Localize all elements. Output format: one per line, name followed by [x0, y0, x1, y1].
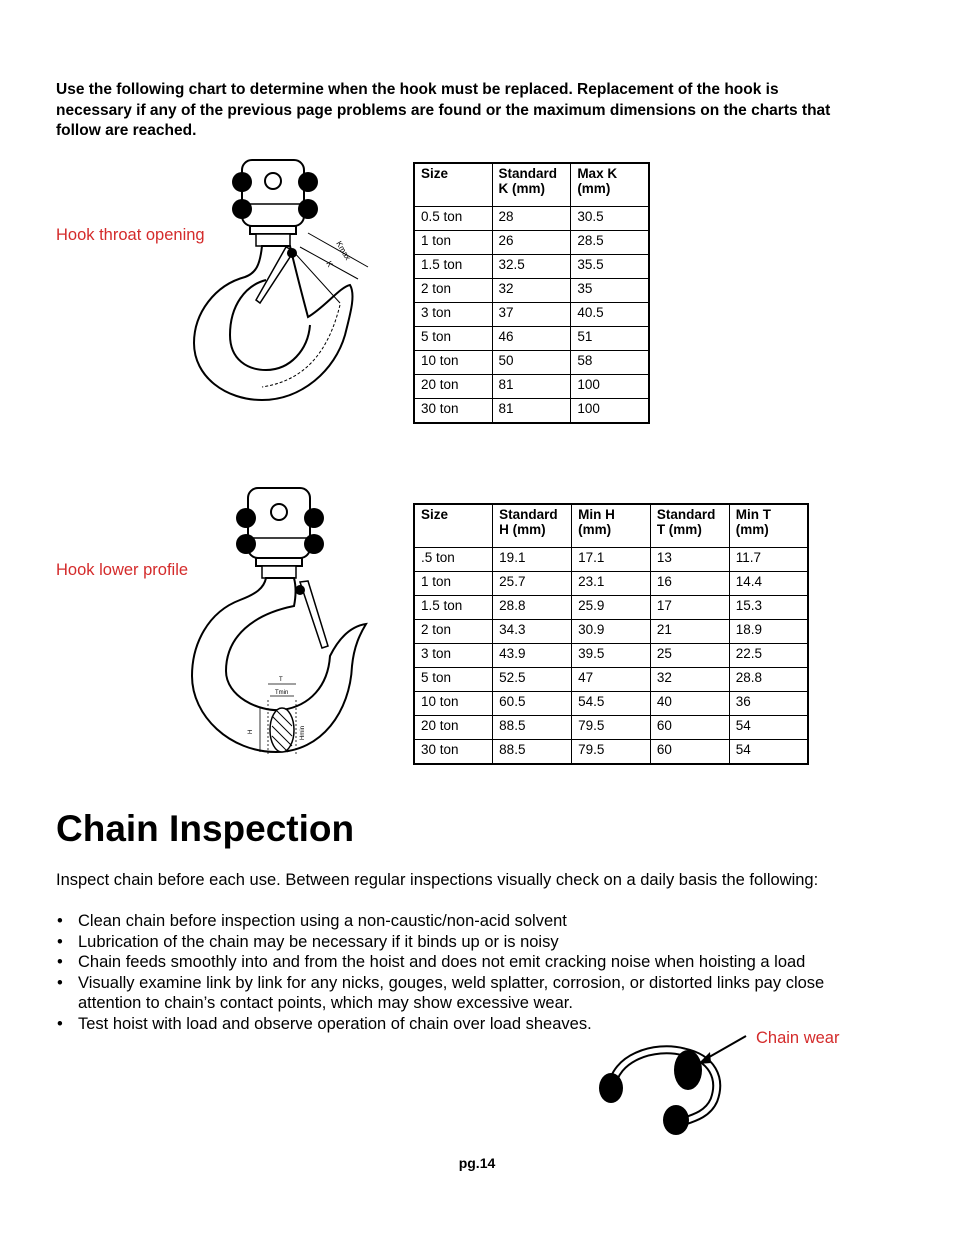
column-header: Standard K (mm): [492, 163, 571, 207]
table-cell: 16: [650, 572, 729, 596]
table-cell: 43.9: [493, 644, 572, 668]
chain-inspection-heading: Chain Inspection: [56, 808, 355, 849]
k-label: K: [324, 259, 335, 269]
table-cell: 79.5: [572, 716, 651, 740]
table-cell: 28.5: [571, 231, 649, 255]
table-cell: 39.5: [572, 644, 651, 668]
list-item: • Visually examine link by link for any nicks, gouges, weld splatter, corrosion, or distorted links pay close attention to chain’s contact points, which may show excessive wear.: [56, 973, 876, 1014]
table-cell: 13: [650, 548, 729, 572]
table-row: [414, 231, 649, 255]
table-cell: 5 ton: [414, 668, 493, 692]
table-cell: 54.5: [572, 692, 651, 716]
table-cell: 30 ton: [414, 399, 492, 424]
throat-table-header: [414, 163, 649, 207]
column-header: Min T (mm): [729, 504, 808, 548]
table-cell: 14.4: [729, 572, 808, 596]
table-cell: 35: [571, 279, 649, 303]
table-cell: 88.5: [493, 716, 572, 740]
table-cell: 40.5: [571, 303, 649, 327]
table-cell: 54: [729, 716, 808, 740]
table-cell: 60: [650, 740, 729, 765]
table-cell: 52.5: [493, 668, 572, 692]
table-cell: 20 ton: [414, 375, 492, 399]
table-cell: 2 ton: [414, 279, 492, 303]
table-cell: 28.8: [493, 596, 572, 620]
table-cell: 3 ton: [414, 644, 493, 668]
table-row: [414, 279, 649, 303]
chain-intro-text: Inspect chain before each use. Between regular inspections visually check on a daily basis the following:: [56, 871, 819, 889]
intro-paragraph: Use the following chart to determine when the hook must be replaced. Replacement of the hook is necessary if any of the previous page problems are found or the maximum dimensions on the charts that follow are reached.: [56, 81, 831, 139]
table-cell: 81: [492, 375, 571, 399]
page-number: pg.14: [458, 1155, 496, 1171]
table-row: [414, 207, 649, 231]
table-cell: 17: [650, 596, 729, 620]
lower-profile-table: [413, 503, 809, 765]
table-cell: 100: [571, 375, 649, 399]
table-cell: 32: [492, 279, 571, 303]
table-cell: 5 ton: [414, 327, 492, 351]
column-header: Size: [414, 504, 493, 548]
throat-table: [413, 162, 650, 424]
table-row: [414, 327, 649, 351]
table-cell: 28: [492, 207, 571, 231]
list-item: • Lubrication of the chain may be necessary if it binds up or is noisy: [56, 932, 876, 953]
table-cell: 54: [729, 740, 808, 765]
table-cell: 2 ton: [414, 620, 493, 644]
table-row: [414, 596, 808, 620]
table-cell: 58: [571, 351, 649, 375]
table-cell: 25.9: [572, 596, 651, 620]
table-row: [414, 644, 808, 668]
table-row: [414, 740, 808, 765]
table-cell: 81: [492, 399, 571, 424]
table-cell: 11.7: [729, 548, 808, 572]
table-cell: 1.5 ton: [414, 596, 493, 620]
chain-wear-label: Chain wear: [756, 1029, 840, 1047]
table-cell: 37: [492, 303, 571, 327]
table-cell: 26: [492, 231, 571, 255]
table-cell: 50: [492, 351, 571, 375]
table-row: [414, 548, 808, 572]
table-cell: 60.5: [493, 692, 572, 716]
table-cell: 25: [650, 644, 729, 668]
table-cell: 10 ton: [414, 351, 492, 375]
table-cell: 46: [492, 327, 571, 351]
chain-link-diagram: [594, 1030, 754, 1140]
column-header: Max K (mm): [571, 163, 649, 207]
table-row: [414, 351, 649, 375]
tmin-label: Tmin: [275, 690, 289, 696]
table-cell: 1.5 ton: [414, 255, 492, 279]
lower-table-header: [414, 504, 808, 548]
table-cell: .5 ton: [414, 548, 493, 572]
table-cell: 36: [729, 692, 808, 716]
table-cell: 32.5: [492, 255, 571, 279]
table-cell: 40: [650, 692, 729, 716]
hook-lower-profile-diagram: [190, 486, 380, 761]
list-item: • Test hoist with load and observe operation of chain over load sheaves.: [56, 1014, 876, 1035]
table-cell: 18.9: [729, 620, 808, 644]
table-cell: 23.1: [572, 572, 651, 596]
table-cell: 30.9: [572, 620, 651, 644]
table-cell: 1 ton: [414, 572, 493, 596]
column-header: Size: [414, 163, 492, 207]
table-cell: 47: [572, 668, 651, 692]
table-row: [414, 572, 808, 596]
list-item: • Chain feeds smoothly into and from the hoist and does not emit cracking noise when hoisting a load: [56, 952, 876, 973]
table-cell: 1 ton: [414, 231, 492, 255]
chain-checklist: [56, 911, 876, 1035]
table-cell: 28.8: [729, 668, 808, 692]
table-cell: 22.5: [729, 644, 808, 668]
table-row: [414, 620, 808, 644]
table-cell: 21: [650, 620, 729, 644]
column-header: Standard T (mm): [650, 504, 729, 548]
table-cell: 25.7: [493, 572, 572, 596]
hmin-label: Hmin: [300, 725, 306, 740]
hook-throat-label: Hook throat opening: [56, 226, 205, 244]
table-cell: 34.3: [493, 620, 572, 644]
column-header: Min H (mm): [572, 504, 651, 548]
table-cell: 51: [571, 327, 649, 351]
kmax-label: Kmax: [334, 239, 353, 262]
t-label: T: [279, 677, 283, 683]
list-item: • Clean chain before inspection using a non-caustic/non-acid solvent: [56, 911, 876, 932]
table-row: [414, 255, 649, 279]
table-row: [414, 692, 808, 716]
table-row: [414, 399, 649, 424]
table-row: [414, 303, 649, 327]
table-row: [414, 668, 808, 692]
table-cell: 35.5: [571, 255, 649, 279]
table-row: [414, 716, 808, 740]
hook-lower-profile-label: Hook lower profile: [56, 561, 189, 579]
column-header: Standard H (mm): [493, 504, 572, 548]
h-label: H: [248, 729, 254, 734]
table-cell: 0.5 ton: [414, 207, 492, 231]
table-cell: 20 ton: [414, 716, 493, 740]
table-cell: 10 ton: [414, 692, 493, 716]
table-cell: 3 ton: [414, 303, 492, 327]
hook-throat-diagram: [190, 155, 380, 405]
table-cell: 30.5: [571, 207, 649, 231]
table-cell: 88.5: [493, 740, 572, 765]
table-cell: 60: [650, 716, 729, 740]
table-cell: 17.1: [572, 548, 651, 572]
table-row: [414, 375, 649, 399]
table-cell: 19.1: [493, 548, 572, 572]
table-cell: 30 ton: [414, 740, 493, 765]
table-cell: 15.3: [729, 596, 808, 620]
table-cell: 32: [650, 668, 729, 692]
table-cell: 79.5: [572, 740, 651, 765]
table-cell: 100: [571, 399, 649, 424]
